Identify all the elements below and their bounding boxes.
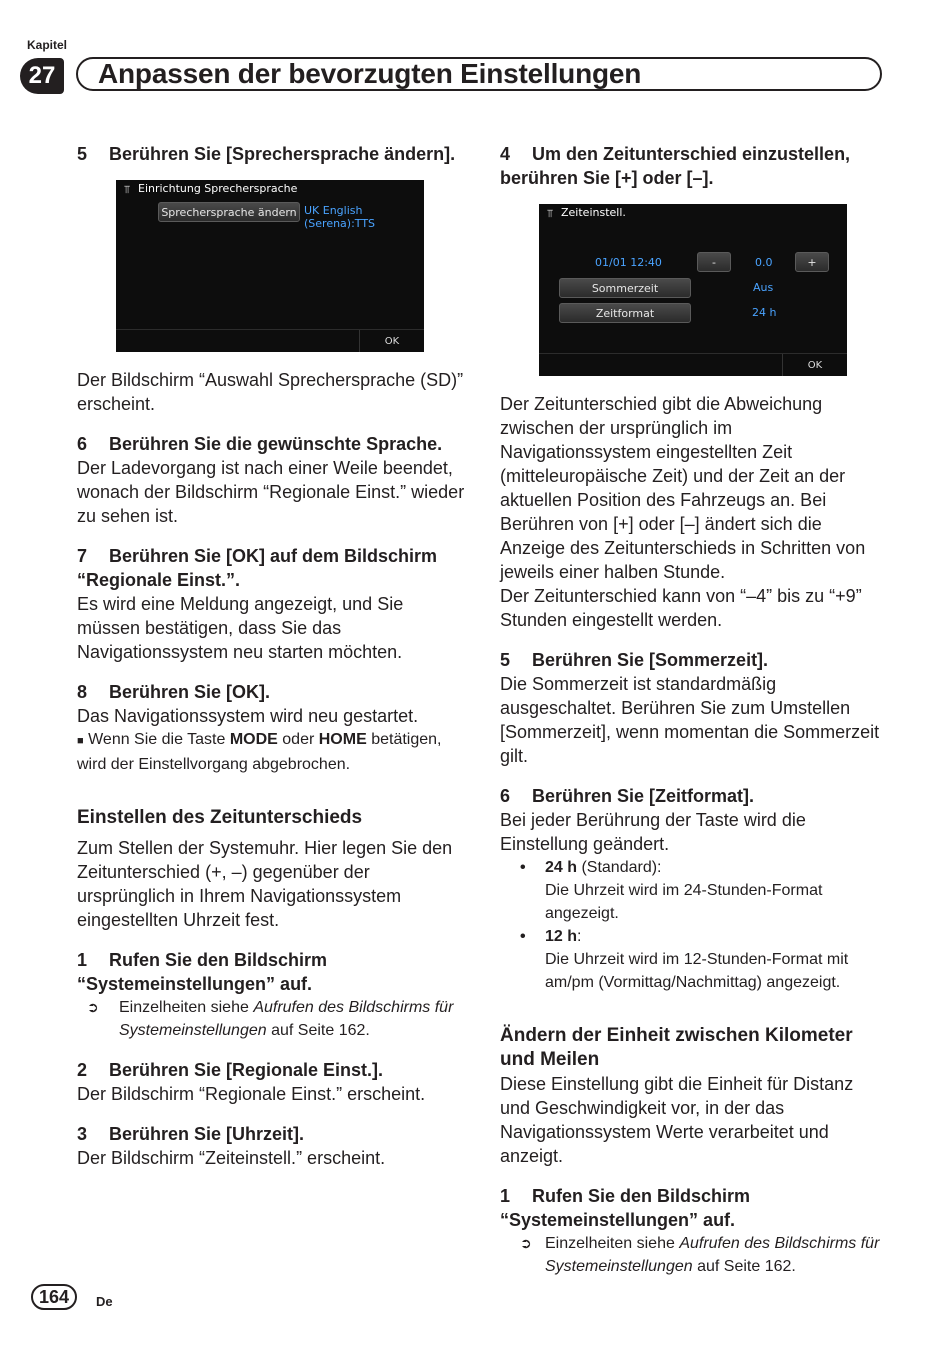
option-description: Die Uhrzeit wird im 12-Stunden-Format mit am/pm (Vormittag/Nachmittag) angezeigt. (545, 951, 849, 991)
list-item (500, 856, 888, 925)
sommerzeit-value: Aus (753, 281, 774, 294)
text: ” erscheint. (336, 1084, 426, 1104)
range-max: +9 (835, 586, 856, 606)
option-name: 12 h (545, 928, 578, 945)
step-number: 1 (500, 1186, 511, 1206)
button-name: Sommerzeit (505, 722, 602, 742)
text: ) gegenüber der ursprünglich in Ihrem Navigationssystem eingestellten Uhrzeit fest. (77, 862, 402, 930)
step-number: 2 (77, 1060, 88, 1080)
chapter-title: Anpassen der bevorzugten Einstellungen (98, 58, 642, 89)
screen-name: Regionale Einst. (269, 482, 401, 502)
symbol: + (211, 862, 222, 882)
step-text: Rufen Sie den Bildschirm “Systemeinstellungen” auf. (77, 950, 328, 994)
step-1-heading (77, 948, 465, 996)
text: betätigen, wird der Einstellvorgang abgebrochen. (77, 731, 442, 773)
paragraph: Es wird eine Meldung angezeigt, und Sie müssen bestätigen, dass Sie das Navigationssystem neu starten möchten. (77, 594, 404, 662)
text: ], wenn momentan die Sommerzeit gilt. (500, 722, 880, 766)
screen-title: Einrichtung Sprechersprache (138, 182, 298, 195)
square-bullet-icon: ■ (77, 735, 84, 747)
paragraph: Diese Einstellung gibt die Einheit für Distanz und Geschwindigkeit vor, in der das Navigationssystem Werte verarbeitet und anzeigt. (500, 1074, 854, 1166)
reference-title: Aufrufen des Bildschirms für Systemeinstellungen (545, 1235, 880, 1275)
list-item-content (545, 856, 888, 925)
text: ” Stunden eingestellt werden. (500, 586, 862, 630)
reference-text (545, 1232, 888, 1278)
step-6-heading (77, 432, 465, 456)
step-2-heading (77, 1058, 465, 1082)
ok-button[interactable]: OK (782, 354, 847, 376)
text: auf Seite 162. (692, 1258, 796, 1275)
text: ” erscheint. (296, 1148, 386, 1168)
navi-logo-icon: ⫪ (124, 183, 131, 196)
step-text: Berühren Sie [Uhrzeit]. (109, 1124, 305, 1144)
step-text: Berühren Sie [Sommerzeit]. (532, 650, 769, 670)
page-number: 164 (31, 1284, 77, 1310)
zeitformat-button[interactable]: Zeitformat (559, 303, 691, 323)
text: ] oder [ (628, 514, 685, 534)
plus-button[interactable]: + (795, 252, 829, 272)
text: Zum Stellen der Systemuhr. Hier legen Sie den Zeitunterschied ( (77, 838, 453, 882)
arrow-right-icon: ➲ (87, 999, 99, 1015)
text: , (221, 862, 232, 882)
bullet-icon: • (520, 928, 526, 945)
text: Der Bildschirm “ (77, 1084, 206, 1104)
chapter-label: Kapitel (27, 38, 68, 52)
text: ” erscheint. (77, 370, 464, 414)
left-column (77, 142, 465, 1170)
step-text: Rufen Sie den Bildschirm “Systemeinstellungen” auf. (500, 1186, 751, 1230)
key-name: MODE (229, 731, 278, 748)
option-name: 24 h (545, 859, 578, 876)
chapter-number-badge: 27 (20, 58, 64, 94)
zeitformat-value: 24 h (752, 306, 777, 319)
symbol: – (684, 514, 695, 534)
section-heading: Einstellen des Zeitunterschieds (77, 807, 363, 828)
step-number: 1 (77, 950, 88, 970)
step-text: Berühren Sie die gewünschte Sprache. (109, 434, 443, 454)
text: Der Zeitunterschied kann von “ (500, 586, 747, 606)
screenshot-sprechersprache (116, 180, 424, 352)
step-number: 6 (500, 786, 511, 806)
step-5-heading (77, 142, 465, 166)
text: Der Bildschirm “ (77, 370, 206, 390)
screen-title: Zeiteinstell. (561, 206, 626, 219)
step-text: Berühren Sie [OK]. (109, 682, 271, 702)
list-item-content (545, 925, 888, 994)
navi-logo-icon: ⫪ (547, 207, 554, 220)
reference-note (77, 996, 465, 1042)
step-4-heading (500, 142, 888, 190)
reference-text (119, 996, 465, 1042)
step-1-heading (500, 1184, 888, 1232)
arrow-right-icon: ➲ (520, 1235, 532, 1251)
language-code: De (96, 1294, 113, 1309)
step-number: 8 (77, 682, 88, 702)
text: Einzelheiten siehe (545, 1235, 680, 1252)
offset-value: 0.0 (755, 256, 773, 269)
step-number: 4 (500, 144, 511, 164)
paragraph (500, 672, 888, 768)
screenshot-zeiteinstell (539, 204, 847, 376)
step-text: Berühren Sie [Sprechersprache ändern]. (109, 144, 456, 164)
step-5-heading (500, 648, 888, 672)
text: Der Zeitunterschied gibt die Abweichung zwischen der ursprünglich im Navigationssystem eingestellten Zeit (mitteleuropäische Zeit) und der Zeit an der aktuellen Position des Fahrzeugs an. Bei Berühren von [ (500, 394, 846, 534)
bullet-icon: • (520, 859, 526, 876)
step-text: Berühren Sie [Zeitformat]. (532, 786, 755, 806)
paragraph: Bei jeder Berührung der Taste wird die Einstellung geändert. (500, 810, 806, 854)
ok-button[interactable]: OK (359, 330, 424, 352)
step-text: Um den Zeitunterschied einzustellen, berühren Sie [+] oder [–]. (500, 144, 851, 188)
text: (Standard): (577, 859, 662, 876)
reference-title: Aufrufen des Bildschirms für Systemeinstellungen (119, 999, 454, 1039)
key-name: HOME (318, 731, 367, 748)
text: oder (277, 731, 319, 748)
symbol: + (618, 514, 629, 534)
text: Der Ladevorgang ist nach einer Weile beendet, wonach der Bildschirm “ (77, 458, 453, 502)
text: ] ändert sich die Anzeige des Zeitunterschieds in Schritten von jeweils einer halben Stunde. (500, 514, 866, 582)
paragraph (77, 368, 465, 416)
paragraph (77, 1146, 465, 1170)
step-number: 5 (500, 650, 511, 670)
screen-name: Auswahl Sprechersprache (SD) (205, 370, 458, 390)
list-item (500, 925, 888, 994)
step-number: 3 (77, 1124, 88, 1144)
paragraph (77, 1082, 465, 1106)
sprechersprache-button[interactable]: Sprechersprache ändern (158, 202, 300, 222)
step-6-heading (500, 784, 888, 808)
step-text: Berühren Sie [Regionale Einst.]. (109, 1060, 384, 1080)
paragraph: Das Navigationssystem wird neu gestartet. (77, 706, 419, 726)
option-description: Die Uhrzeit wird im 24-Stunden-Format angezeigt. (545, 882, 823, 922)
step-number: 7 (77, 546, 88, 566)
reference-note (500, 1232, 888, 1278)
sprechersprache-value: UK English (Serena):TTS (304, 204, 376, 230)
step-number: 6 (77, 434, 88, 454)
step-text: Berühren Sie [OK] auf dem Bildschirm “Regionale Einst.”. (77, 546, 438, 590)
text: Der Bildschirm “ (77, 1148, 206, 1168)
text: Die Sommerzeit ist standardmäßig ausgeschaltet. Berühren Sie zum Umstellen [ (500, 674, 851, 742)
step-8-heading (77, 680, 465, 704)
paragraph (77, 836, 465, 932)
paragraph (500, 392, 888, 584)
paragraph (77, 456, 465, 528)
step-number: 5 (77, 144, 88, 164)
screen-name: Regionale Einst. (205, 1084, 337, 1104)
section-heading: Ändern der Einheit zwischen Kilometer und Meilen (500, 1025, 853, 1070)
range-min: –4 (746, 586, 767, 606)
sommerzeit-button[interactable]: Sommerzeit (559, 278, 691, 298)
minus-button[interactable]: - (697, 252, 731, 272)
text: Wenn Sie die Taste (83, 731, 230, 748)
text: Einzelheiten siehe (119, 999, 254, 1016)
step-3-heading (77, 1122, 465, 1146)
step-7-heading (77, 544, 465, 592)
text: ” wieder zu sehen ist. (77, 482, 465, 526)
chapter-title-box (76, 57, 882, 91)
symbol: – (231, 862, 242, 882)
note (77, 728, 465, 776)
text: auf Seite 162. (266, 1022, 370, 1039)
paragraph (500, 584, 888, 632)
text: ” bis zu “ (766, 586, 836, 606)
text: : (577, 928, 582, 945)
right-column (500, 142, 888, 1278)
screen-name: Zeiteinstell. (205, 1148, 297, 1168)
datetime-value: 01/01 12:40 (595, 256, 662, 269)
